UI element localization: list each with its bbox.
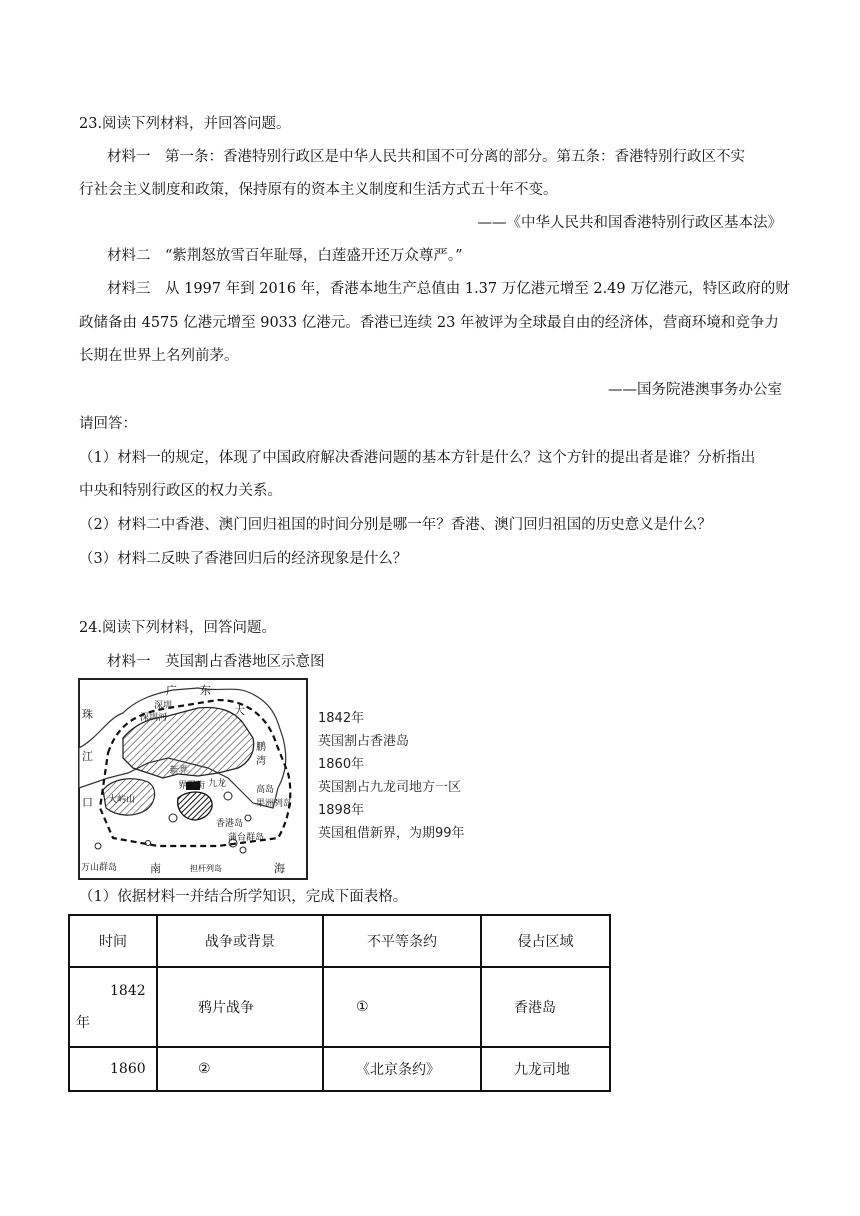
q23-material3-line1: 材料三 从 1997 年到 2016 年，香港本地生产总值由 1.37 万亿港元增至 2.49 万亿港元，特区政府的财 (107, 281, 790, 297)
q23-material1-line1: 材料一 第一条：香港特别行政区是中华人民共和国不可分离的部分。第五条：香港特别行政区不实 (107, 149, 745, 165)
q23-material3-line2: 政储备由 4575 亿港元增至 9033 亿港元。香港已连续 23 年被评为全球最自由的经济体，营商环境和竞争力 (79, 315, 779, 331)
row2-time: 1860 (69, 1047, 157, 1091)
map-label-peng: 鹏 (256, 742, 266, 753)
q24-title: 24.阅读下列材料，回答问题。 (79, 620, 277, 636)
legend-event-1860: 英国割占九龙司地方一区 (318, 780, 462, 795)
row2-war-blank: ② (157, 1047, 323, 1091)
map-label-putai: 蒲台群岛 (228, 833, 265, 843)
answer-table (68, 914, 611, 1092)
row1-time-year: 1842 (110, 983, 146, 999)
row1-war: 鸦片战争 (157, 967, 323, 1047)
q23-question1-line2: 中央和特别行政区的权力关系。 (79, 483, 282, 499)
map-legend (318, 707, 465, 845)
legend-event-1842: 英国割占香港岛 (318, 734, 410, 749)
table-header-row (69, 915, 610, 967)
map-label-dong: 东 (200, 684, 211, 697)
table-cell-time (69, 967, 157, 1047)
q23-material3-source: ——国务院港澳事务办公室 (608, 382, 782, 398)
row2-treaty: 《北京条约》 (323, 1047, 481, 1091)
q23-material1-line2: 行社会主义制度和政策，保持原有的资本主义制度和生活方式五十年不变。 (79, 182, 558, 198)
map-label-wanshan: 万山群岛 (81, 863, 118, 873)
map-label-new-territories: 新界 (170, 766, 189, 776)
q24-question1: （1）依据材料一并结合所学知识，完成下面表格。 (79, 889, 408, 905)
map-label-jiang: 江 (82, 750, 93, 763)
legend-event-1898: 英国租借新界，为期99年 (318, 826, 465, 841)
q23-question1-line1: （1）材料一的规定，体现了中国政府解决香港问题的基本方针是什么？这个方针的提出者是谁？分析指出 (79, 450, 756, 466)
map-label-kowloon: 九龙 (208, 779, 227, 789)
row1-time-suffix: 年 (76, 1015, 90, 1031)
table-header-time: 时间 (69, 915, 157, 967)
map-label-hk-island: 香港岛 (216, 819, 244, 829)
table-row (69, 1047, 610, 1091)
map-label-shenzhen: 深圳 (154, 701, 173, 711)
map-label-zhu: 珠 (82, 708, 93, 721)
row2-area: 九龙司地 (481, 1047, 610, 1091)
map-label-guozhou: 果洲列岛 (256, 799, 293, 809)
map-label-shenzhen-river: 深圳河 (140, 713, 168, 723)
q23-question2: （2）材料二中香港、澳门回归祖国的时间分别是哪一年？香港、澳门回归祖国的历史意义是什么？ (79, 517, 712, 533)
map-label-wan: 湾 (256, 756, 266, 767)
q23-material2: 材料二 “紫荆怒放雪百年耻辱，白莲盛开还万众尊严。” (107, 248, 463, 264)
q23-question3: （3）材料二反映了香港回归后的经济现象是什么？ (79, 551, 408, 567)
q23-material1-source: ——《中华人民共和国香港特别行政区基本法》 (477, 215, 782, 231)
table-header-treaty: 不平等条约 (323, 915, 481, 967)
map-label-boundary-street: 界限街 (178, 781, 206, 791)
map-label-hai: 海 (274, 862, 285, 875)
legend-year-1898: 1898年 (318, 803, 365, 818)
q23-material3-line3: 长期在世界上名列前茅。 (79, 348, 239, 364)
map-label-guang: 广 (166, 684, 177, 697)
row1-area: 香港岛 (481, 967, 610, 1047)
q24-material1-caption: 材料一 英国割占香港地区示意图 (107, 654, 325, 670)
hong-kong-map (78, 678, 308, 880)
map-label-gaodao: 高岛 (256, 785, 275, 795)
legend-year-1842: 1842年 (318, 711, 365, 726)
row1-treaty-blank: ① (323, 967, 481, 1047)
map-label-lantau: 大屿山 (108, 795, 136, 805)
q23-prompt: 请回答： (79, 416, 137, 432)
map-label-dangan: 担杆列岛 (190, 864, 222, 873)
map-label-da: 大 (234, 704, 245, 717)
table-header-war: 战争或背景 (157, 915, 323, 967)
map-label-nan: 南 (150, 862, 161, 875)
table-header-area: 侵占区域 (481, 915, 610, 967)
q23-title: 23.阅读下列材料，并回答问题。 (79, 116, 291, 132)
map-label-kou: 口 (82, 796, 93, 809)
table-row (69, 967, 610, 1047)
legend-year-1860: 1860年 (318, 757, 365, 772)
